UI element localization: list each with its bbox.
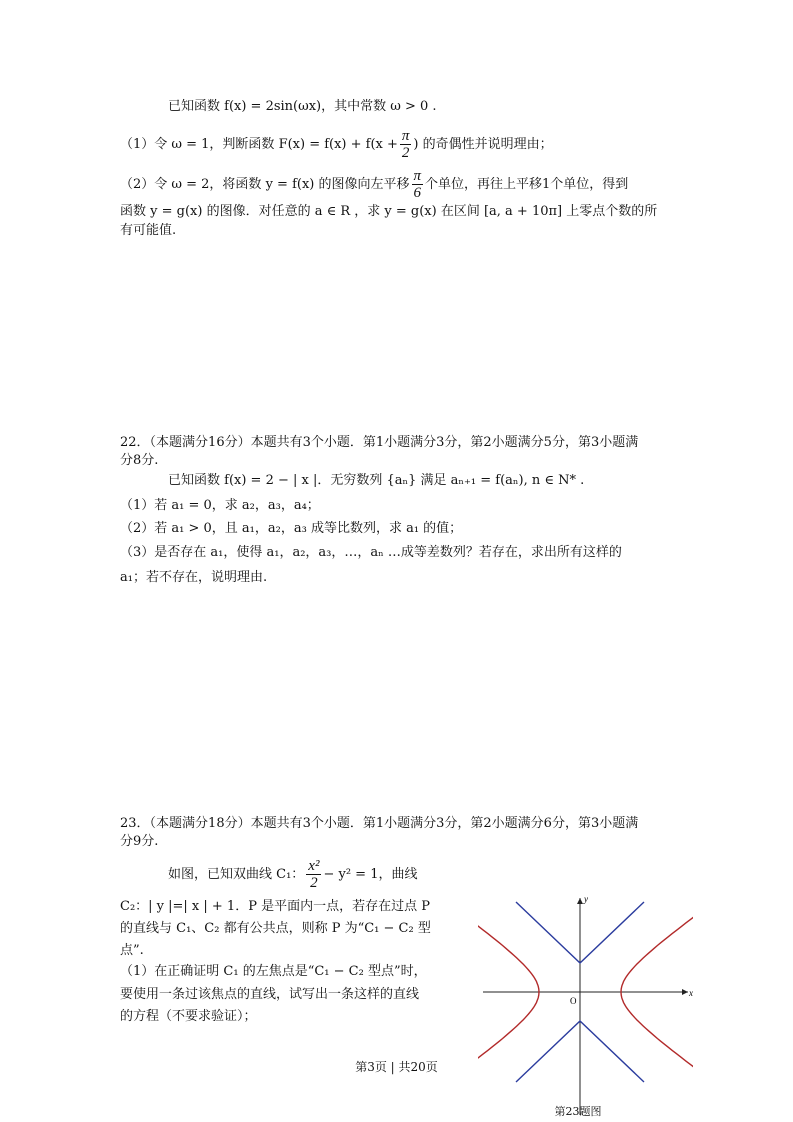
q21-stem: 已知函数 f(x) = 2sin(ωx)，其中常数 ω > 0 .	[168, 99, 437, 114]
y-axis-label: y	[584, 894, 588, 904]
q23-stem-fraction	[306, 858, 321, 891]
q23-header-line2: 分9分.	[120, 834, 159, 849]
x-axis-label: x	[689, 988, 693, 998]
q23-stem-frac-num: x²	[308, 858, 320, 874]
q23-part1-line2: 要使用一条过该焦点的直线，试写出一条这样的直线	[120, 987, 420, 1002]
q21-part1-suffix: ) 的奇偶性并说明理由；	[413, 137, 553, 152]
q21-part2-suffix: 个单位，再往上平移1个单位，得到	[425, 177, 629, 192]
page-footer: 第3页 | 共20页	[355, 1060, 438, 1074]
x-axis-arrow	[682, 989, 688, 995]
q22-part1: （1）若 a₁ = 0，求 a₂，a₃，a₄；	[120, 498, 320, 513]
q23-stem-frac-den: 2	[310, 875, 318, 891]
q23-line3: 的直线与 C₁、C₂ 都有公共点，则称 P 为“C₁ − C₂ 型	[120, 921, 431, 936]
hyperbola-figure	[478, 890, 693, 1120]
q23-line2: C₂：| y |=| x | + 1．P 是平面内一点，若存在过点 P	[120, 899, 430, 914]
q23-line4: 点”.	[120, 943, 144, 958]
figure-caption: 第23题图	[554, 1105, 602, 1118]
q21-part1-frac-den: 2	[401, 145, 410, 161]
q23-stem	[168, 858, 417, 891]
q21-part2-frac-num: π	[413, 168, 422, 184]
q21-part2-fraction	[412, 168, 424, 201]
q22-header-line1: 22．（本题满分16分）本题共有3个小题．第1小题满分3分，第2小题满分5分，第3小题满	[120, 435, 639, 450]
q22-part3-line2: a₁；若不存在，说明理由.	[120, 570, 268, 585]
origin-label: O	[570, 996, 577, 1006]
q21-part2-line2: 函数 y = g(x) 的图像．对任意的 a ∈ R ，求 y = g(x) 在区间 [a, a + 10π] 上零点个数的所	[120, 204, 658, 219]
q21-part1-fraction	[400, 128, 412, 161]
q21-part1-frac-num: π	[401, 128, 410, 144]
q23-stem-suffix: − y² = 1，曲线	[323, 867, 418, 882]
q23-stem-prefix: 如图，已知双曲线 C₁：	[168, 867, 305, 882]
q22-part2: （2）若 a₁ > 0，且 a₁，a₂，a₃ 成等比数列，求 a₁ 的值；	[120, 521, 463, 536]
q23-part1-line3: 的方程（不要求验证）；	[120, 1009, 257, 1024]
q21-part2	[120, 168, 628, 201]
q21-part2-line3: 有可能值.	[120, 223, 177, 238]
q23-header-line1: 23．（本题满分18分）本题共有3个小题．第1小题满分3分，第2小题满分6分，第3小题满	[120, 816, 639, 831]
q21-part2-prefix: （2）令 ω = 2，将函数 y = f(x) 的图像向左平移	[120, 177, 410, 192]
y-axis-arrow	[577, 898, 583, 904]
q22-stem: 已知函数 f(x) = 2 − | x |．无穷数列 {aₙ} 满足 aₙ₊₁ = f(aₙ), n ∈ N* .	[168, 473, 585, 488]
q23-part1-line1: （1）在正确证明 C₁ 的左焦点是“C₁ − C₂ 型点”时，	[120, 964, 427, 979]
q22-header-line2: 分8分.	[120, 453, 159, 468]
q21-part1-prefix: （1）令 ω = 1，判断函数 F(x) = f(x) + f(x +	[120, 137, 398, 152]
q22-part3-line1: （3）是否存在 a₁，使得 a₁，a₂，a₃，…，aₙ …成等差数列？若存在，求出所有这样的	[120, 545, 622, 560]
q21-part2-frac-den: 6	[413, 185, 421, 201]
q21-part1	[120, 128, 553, 161]
